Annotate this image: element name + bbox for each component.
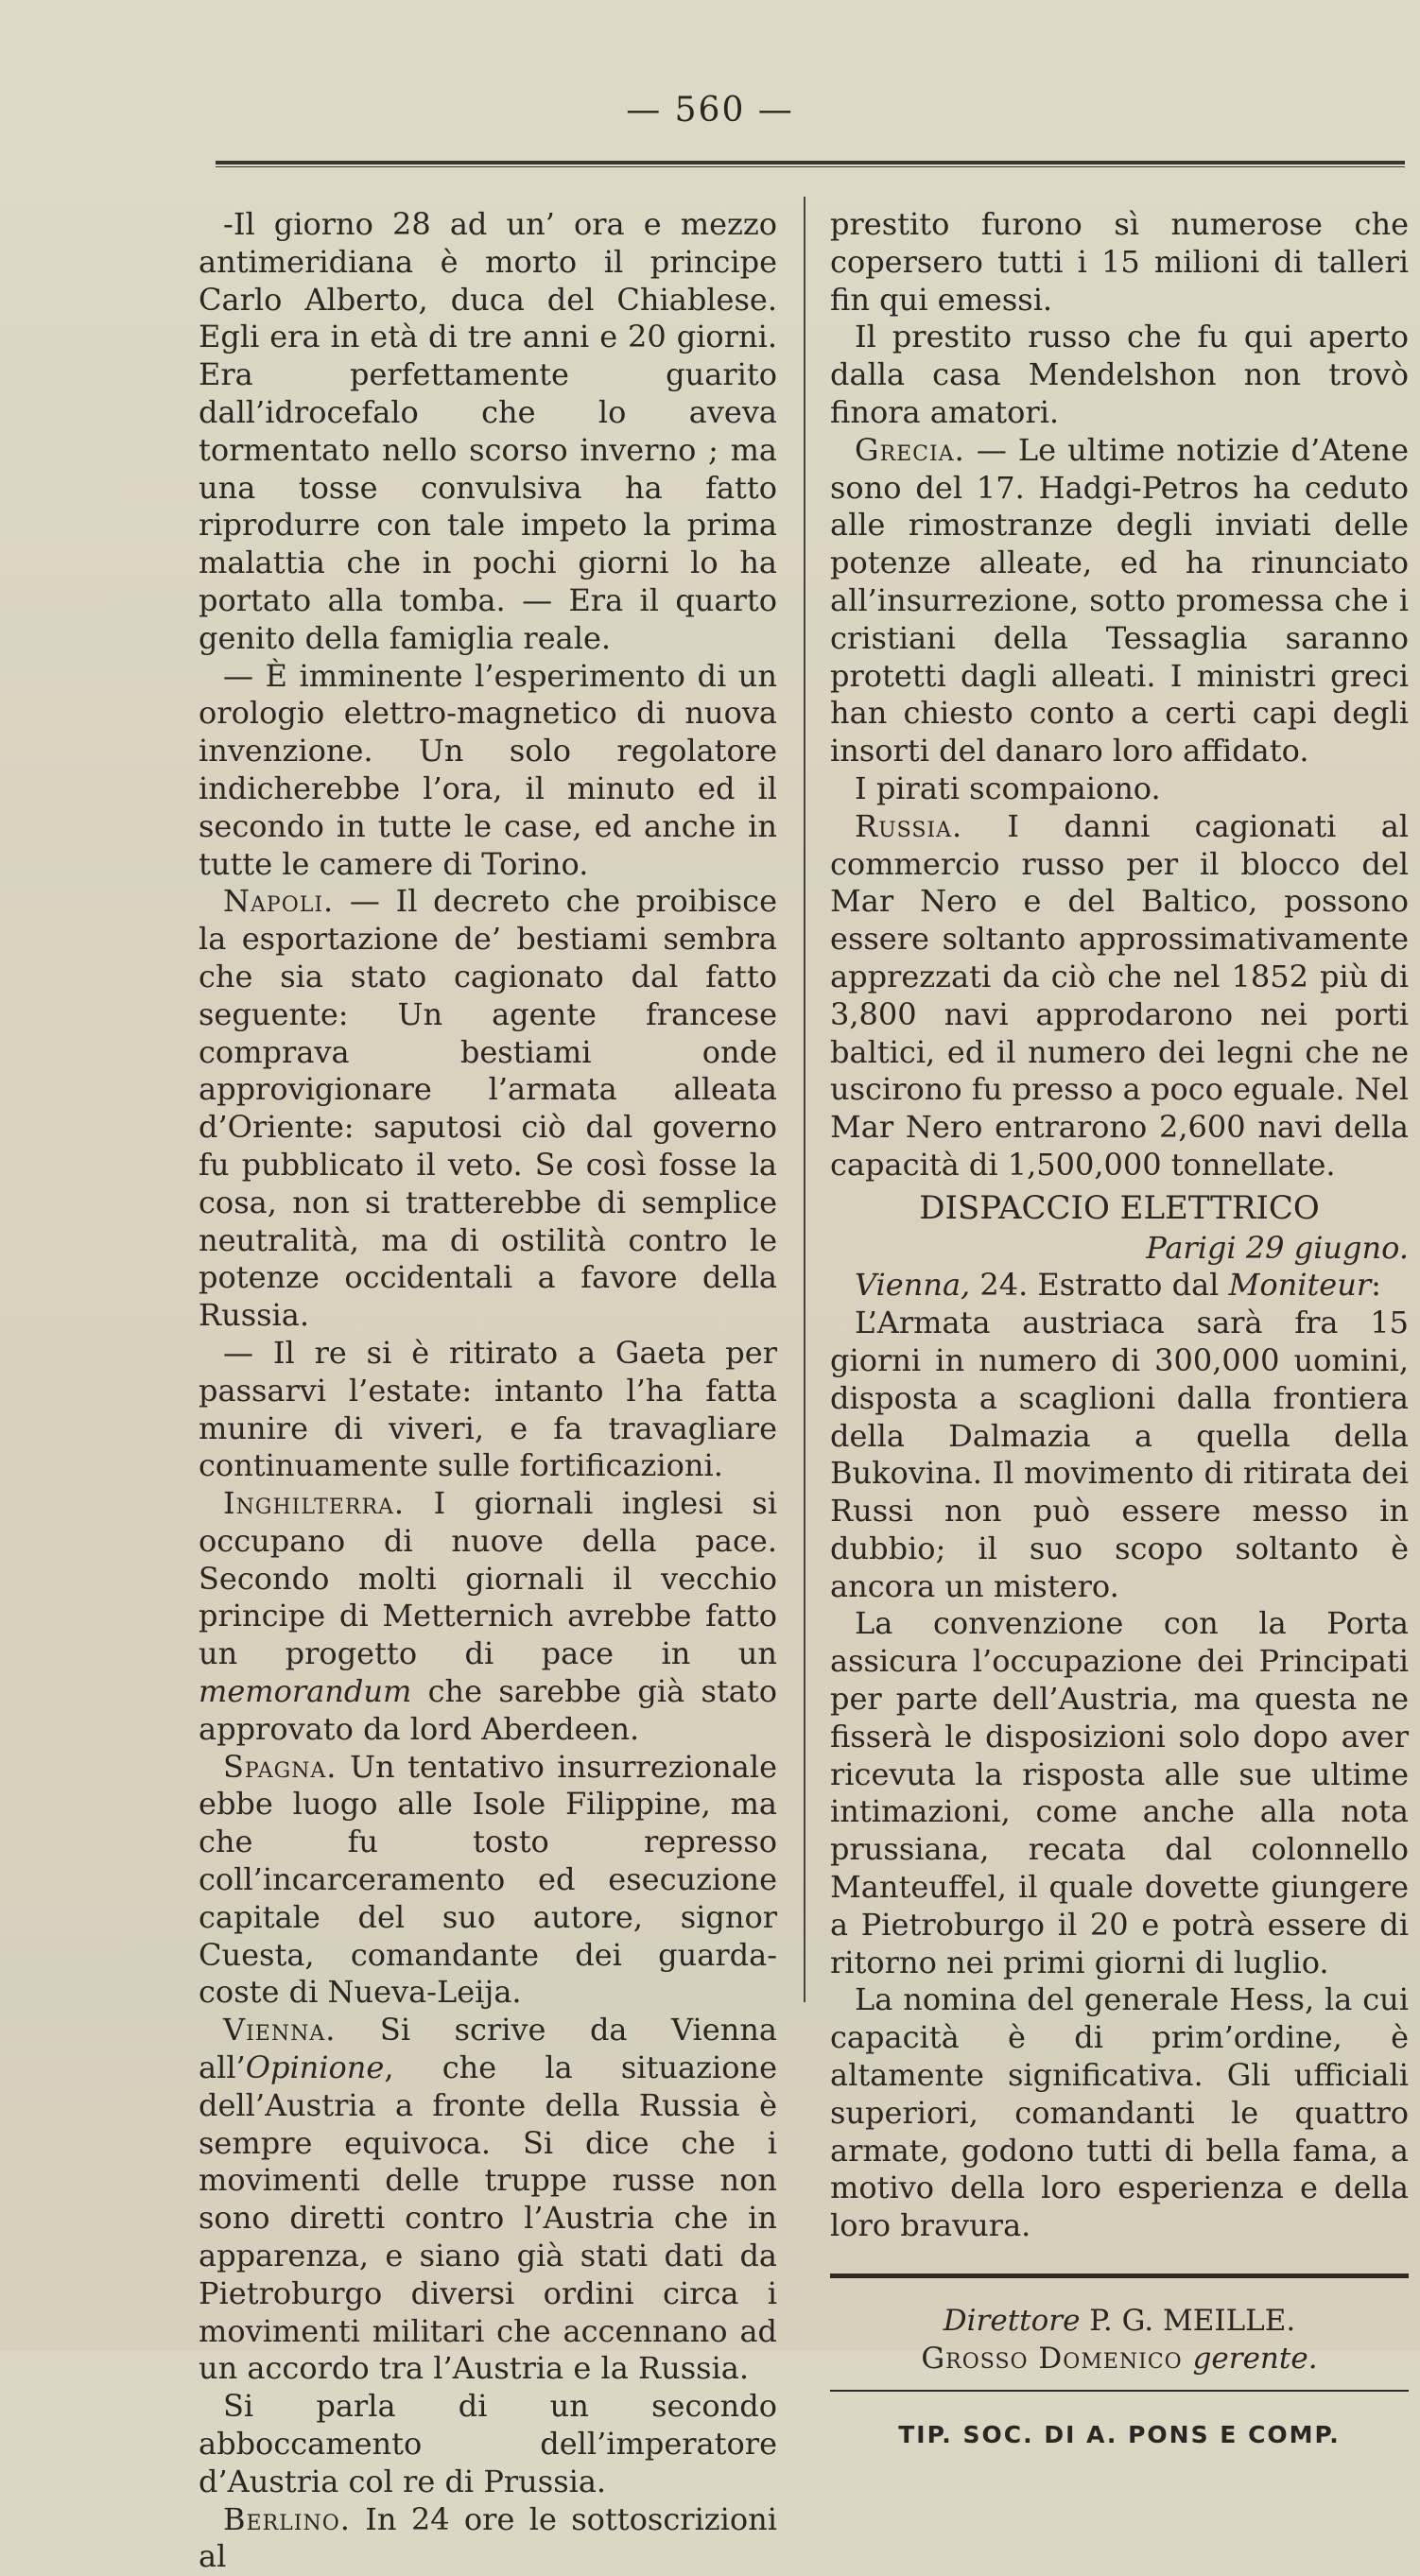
news-paragraph [199,1749,777,2013]
paragraph-text: In 24 ore le sottoscrizioni al [199,2500,778,2575]
director-role: Direttore [943,2304,1081,2339]
dateline-heading: Spagna. [223,1748,338,1785]
paragraph-text: prestito furono sì numerose che copersero tutti i 15 milioni di talleri fin qui emessi. [830,206,1409,318]
news-paragraph [199,883,777,1335]
paragraph-text: Il prestito russo che fu qui aperto dalla casa Mendelshon non trovò finora amatori. [830,319,1409,430]
paragraph-text: — Il re si è ritirato a Gaeta per passarvi l’estate: intanto l’ha fatta munire di viveri, e fa travagliare continuamente sulle fortificazioni. [199,1334,777,1484]
news-paragraph [830,770,1409,808]
column-divider [804,197,805,2002]
paragraph-text-tail: che sarebbe già stato approvato da lord Aberdeen. [199,1673,777,1747]
dateline-heading: Inghilterra. [223,1485,406,1522]
news-paragraph [199,2388,777,2500]
paragraph-text: I pirati scompaiono. [855,769,1161,806]
news-paragraph [199,2501,777,2576]
paragraph-text: Si parla di un secondo abboccamento dell’imperatore d’Austria col re di Prussia. [199,2388,777,2499]
printer-imprint: TIP. SOC. DI A. PONS E COMP. [898,2420,1341,2448]
italic-term: memorandum [199,1673,412,1710]
news-paragraph [199,2012,777,2388]
dateline-heading: Vienna. [223,2012,337,2049]
dateline-heading: Napoli. [223,883,335,920]
header-rule [216,161,1405,167]
dispatch-paragraph: L’Armata austriaca sarà fra 15 giorni in numero di 300,000 uomini, disposta a scaglioni dalla frontiera della Dalmazia a quella della Bukovina. Il movimento di ritirata dei Russi non può essere messo in dubbio; il suo scopo soltanto è ancora un mistero. [830,1305,1409,1604]
dateline-heading: Grecia. [855,431,965,468]
paragraph-text: I danni cagionati al commercio russo per il blocco del Mar Nero e del Baltico, possono essere soltanto approssimativamente apprezzati da ciò che nel 1852 più di 3,800 navi approdarono nei porti baltici, ed il numero dei legni che ne uscirono fu presso a poco eguale. Nel Mar Nero entrarono 2,600 navi della capacità di 1,500,000 tonnellate. [830,807,1409,1183]
news-paragraph [830,432,1409,770]
dispatch-paragraph: La nomina del generale Hess, la cui capacità è di prim’ordine, è altamente significativa. Gli ufficiali superiori, comandanti le quattro armate, godono tutti di bella fama, a motivo della loro esperienza e della loro bravura. [830,1981,1409,2244]
news-paragraph [199,206,777,658]
paragraph-text: -Il giorno 28 ad un’ ora e mezzo antimeridiana è morto il principe Carlo Alberto, duca del Chiablese. Egli era in età di tre anni e 20 giorni. Era perfettamente guarito dall’idrocefalo che lo aveva tormentato nello scorso inverno ; ma una tosse convulsiva ha fatto riprodurre con tale impeto la prima malattia che in pochi giorni lo ha portato alla tomba. — Era il quarto genito della famiglia reale. [199,206,777,656]
paragraph-text: — Il decreto che proibisce la esportazione de’ bestiami sembra che sia stato cagionato dal fatto seguente: Un agente francese comprava bestiami onde approvigionare l’armata alleata d’Oriente: saputosi ciò dal governo fu pubblicato il veto. Se così fosse la cosa, non si tratterebbe di semplice neutralità, ma di ostilità contro le potenze occidentali a favore della Russia. [199,883,778,1334]
right-column [830,206,1409,2453]
manager-role: gerente. [1192,2341,1318,2376]
paragraph-text: — È imminente l’esperimento di un orologio elettro-magnetico di nuova invenzione. Un solo regolatore indicherebbe l’ora, il minuto ed il secondo in tutte le case, ed anche in tutte le camere di Torino. [199,657,777,882]
manager-name: Grosso Domenico [921,2341,1193,2376]
paragraph-text: Si scrive da Vienna all’ [199,2012,778,2086]
left-column [199,206,777,2576]
imprint-rule [830,2390,1409,2392]
director-line [830,2303,1409,2341]
paragraph-text: I giornali inglesi si occupano di nuove della pace. Secondo molti giornali il vecchio principe di Metternich avrebbe fatto un progetto di pace in un [199,1485,778,1672]
italic-term: Opinione [245,2049,385,2086]
dispatch-heading: DISPACCIO ELETTRICO [919,1188,1320,1227]
news-paragraph [830,319,1409,431]
dispatch-lead-colon: : [1371,1267,1381,1304]
dispatch-body [830,1305,1409,2245]
paragraph-text: — Le ultime notizie d’Atene sono del 17. Hadgi-Petros ha ceduto alle rimostranze degli inviati delle potenze alleate, ed ha rinunciato all’insurrezione, sotto promessa che i cristiani della Tessaglia saranno protetti dagli alleati. I ministri greci han chiesto conto a certi capi degli insorti del danaro loro affidato. [830,431,1410,769]
paragraph-text: Un tentativo insurrezionale ebbe luogo alle Isole Filippine, ma che fu tosto represso coll’incarceramento ed esecuzione capitale del suo autore, signor Cuesta, comandante dei guarda-coste di Nueva-Leija. [199,1748,778,2011]
news-paragraph [830,206,1409,319]
dispatch-dateline: Parigi 29 giugno. [1146,1229,1409,1266]
manager-line [830,2341,1409,2378]
page-number: — 560 — [626,91,794,130]
news-paragraph [199,1335,777,1485]
news-paragraph [199,658,777,884]
dispatch-lead [830,1267,1409,1305]
paragraph-text-tail: , che la situazione dell’Austria a fronte della Russia è sempre equivoca. Si dice che i movimenti delle truppe russe non sono diretti contro l’Austria che in apparenza, e siano già stati dati da Pietroburgo diversi ordini circa i movimenti militari che accennano ad un accordo tra l’Austria e la Russia. [199,2049,777,2387]
news-paragraph [199,1485,777,1749]
right-column-articles [830,206,1409,1184]
dateline-heading: Russia. [855,807,963,844]
dispatch-paragraph: La convenzione con la Porta assicura l’occupazione dei Principati per parte dell’Austria, ma questa ne fisserà le disposizioni solo dopo aver ricevuta la risposta alle sue ultime intimazioni, come anche alla nota prussiana, recata dal colonnello Manteuffel, il quale dovette giungere a Pietroburgo il 20 e potrà essere di ritorno nei primi giorni di luglio. [830,1605,1409,1980]
director-name: P. G. MEILLE. [1080,2304,1296,2339]
dispatch-lead-city: Vienna, [855,1267,971,1304]
news-paragraph [830,808,1409,1184]
dateline-heading: Berlino. [223,2500,351,2537]
dispatch-lead-source: Moniteur [1228,1267,1372,1304]
dispatch-lead-text: 24. Estratto dal [970,1267,1229,1304]
signature-rule [830,2273,1409,2278]
